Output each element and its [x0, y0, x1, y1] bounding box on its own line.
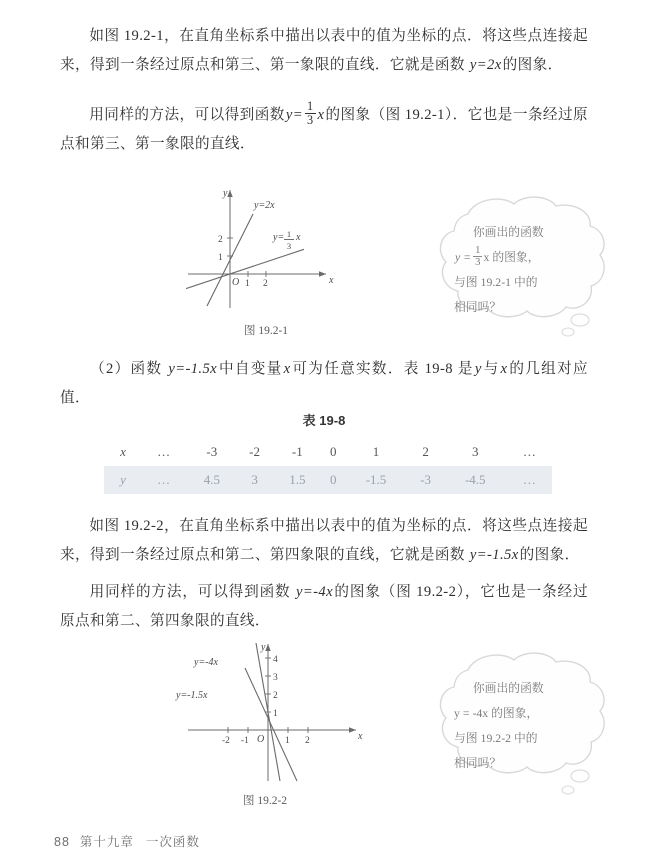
thought-bubble-1-text — [454, 220, 596, 320]
paragraph-2-text-b: 的图象（图 19.2-1）．它也是一条经过原点和第三、第一象限的直线． — [60, 107, 588, 153]
paragraph-3-formula: y=-1.5x — [168, 361, 218, 377]
figure-19-2-2-caption: 图 19.2-2 — [242, 795, 288, 807]
x-tick-label-minus1: -1 — [241, 736, 249, 746]
paragraph-3-var-x: x — [283, 361, 291, 377]
row-x-cell-3: -1 — [291, 444, 303, 459]
line-label-y-2x: y=2x — [254, 200, 275, 211]
x-axis-arrow — [319, 271, 326, 276]
row-y-cell-6: -3 — [409, 466, 443, 494]
x-tick-label-1: 1 — [245, 279, 250, 289]
x-axis-arrow — [349, 727, 356, 732]
row-y-label: y — [104, 466, 142, 494]
line-label-y-minus1-5x: y=-1.5x — [176, 690, 208, 701]
bubble-2-line-1-text: 你画出的函数 — [472, 681, 544, 695]
paragraph-4-text-a: 如图 19.2-2，在直角坐标系中描出以表中的值为坐标的点．将这些点连接起来，得到一条经过原点和第二、第四象限的直线，它就是函数 — [60, 518, 588, 563]
bubble-1-denominator: 3 — [475, 257, 481, 269]
row-x-cell-5: 1 — [372, 444, 380, 459]
paragraph-2-fraction — [305, 100, 316, 127]
x-axis-label: x — [358, 731, 363, 742]
figure-19-2-1-svg — [186, 182, 346, 310]
y-axis-arrow — [227, 190, 232, 197]
y-axis-label: y — [223, 188, 228, 199]
page-footer — [54, 832, 200, 850]
line-label-denominator: 3 — [286, 241, 292, 251]
paragraph-2-formula-var: x — [317, 107, 325, 124]
bubble-1-formula-rest: x 的图象， — [483, 250, 540, 265]
y-tick-label-1: 1 — [218, 253, 223, 263]
bubble-1-line-2 — [454, 245, 596, 270]
paragraph-4 — [60, 512, 588, 570]
origin-label: O — [257, 734, 265, 745]
thought-bubble-2-text — [454, 676, 596, 776]
table-19-8 — [104, 438, 552, 494]
paragraph-5-text-a: 用同样的方法，可以得到函数 — [89, 584, 291, 600]
bubble-2-line-4: 相同吗？ — [454, 756, 502, 770]
y-axis-label: y — [261, 642, 266, 653]
x-tick-label-minus2: -2 — [222, 736, 230, 746]
bubble-1-line-4: 相同吗？ — [454, 300, 502, 315]
bubble-1-fraction — [473, 245, 482, 269]
line-label-y-minus4x: y=-4x — [194, 657, 218, 668]
figure-19-2-1 — [186, 182, 346, 310]
row-x-cell-6: 2 — [422, 444, 429, 459]
paragraph-5 — [60, 578, 588, 636]
bubble-tail-small — [562, 328, 574, 336]
line-label-numerator: 1 — [286, 229, 292, 239]
origin-label: O — [232, 277, 240, 288]
row-x-cell-0: … — [157, 444, 172, 459]
figure-19-2-2 — [160, 638, 370, 783]
paragraph-3-var-x2: x — [500, 361, 508, 377]
line-y-equals-minus-1-5x — [245, 668, 297, 781]
row-y-cell-1: 4.5 — [186, 466, 237, 494]
row-x-cell-1: -3 — [206, 444, 218, 459]
x-axis-label: x — [329, 275, 334, 286]
x-tick-label-1: 1 — [285, 736, 290, 746]
row-y-cell-3: 1.5 — [272, 466, 323, 494]
bubble-2-line-1 — [454, 676, 596, 701]
bubble-1-formula-lhs: y = — [455, 250, 472, 265]
table-row-x — [104, 438, 552, 466]
figure-19-2-1-caption: 图 19.2-1 — [243, 325, 289, 337]
row-y-cell-5: -1.5 — [344, 466, 409, 494]
thought-bubble-2 — [428, 648, 618, 803]
line-label-variable: x — [296, 232, 301, 243]
row-y-cell-2: 3 — [237, 466, 271, 494]
y-tick-label-1: 1 — [273, 709, 278, 719]
paragraph-2-formula-lhs: y= — [285, 107, 303, 124]
y-tick-label-2: 2 — [218, 235, 223, 245]
y-tick-label-3: 3 — [273, 673, 278, 683]
row-x-label: x — [120, 444, 126, 459]
row-y-cell-8: … — [508, 466, 552, 494]
bubble-tail-small — [562, 786, 574, 794]
line-label-lhs: y= — [273, 232, 285, 243]
row-x-cell-7: 3 — [471, 444, 479, 459]
paragraph-3-text-e: 的几组对应值． — [60, 361, 588, 406]
bubble-1-line-1 — [454, 220, 596, 245]
thought-bubble-1 — [428, 192, 618, 347]
paragraph-3-text-c: 可为任意实数．表 19-8 是 — [291, 361, 474, 377]
fraction-denominator: 3 — [306, 113, 314, 128]
paragraph-2 — [60, 100, 588, 159]
paragraph-4-formula: y=-1.5x — [469, 547, 519, 563]
y-axis-arrow — [265, 644, 270, 651]
row-y-cell-7: -4.5 — [443, 466, 508, 494]
bubble-2-line-2: y = -4x 的图象， — [454, 706, 539, 720]
row-x-cell-4: 0 — [330, 444, 337, 459]
bubble-1-line-1-text: 你画出的函数 — [472, 225, 544, 239]
y-tick-label-4: 4 — [273, 655, 278, 665]
paragraph-4-text-b: 的图象． — [519, 547, 580, 563]
row-x-cell-8: … — [522, 444, 537, 459]
footer-chapter: 第十九章 — [79, 835, 134, 849]
footer-section: 一次函数 — [145, 835, 200, 849]
paragraph-1 — [60, 22, 588, 80]
paragraph-1-text-b: 的图象． — [502, 57, 563, 73]
row-y-cell-0: … — [142, 466, 186, 494]
x-tick-label-2: 2 — [305, 736, 310, 746]
paragraph-1-text-a: 如图 19.2-1，在直角坐标系中描出以表中的值为坐标的点．将这些点连接起来，得到一条经过原点和第三、第一象限的直线．它就是函数 — [60, 28, 588, 73]
footer-page-number: 88 — [54, 835, 70, 849]
paragraph-5-text-b: 的图象（图 19.2-2），它也是一条经过原点和第二、第四象限的直线． — [60, 584, 589, 629]
bubble-1-line-3: 与图 19.2-1 中的 — [454, 275, 538, 290]
table-row-y — [104, 466, 552, 494]
paragraph-2-text-a: 用同样的方法，可以得到函数 — [89, 107, 285, 124]
paragraph-3-text-d: 与 — [482, 361, 500, 377]
x-tick-label-2: 2 — [263, 279, 268, 289]
fraction-numerator: 1 — [306, 99, 314, 113]
paragraph-5-formula: y=-4x — [296, 584, 333, 600]
paragraph-1-formula: y=2x — [469, 57, 502, 73]
paragraph-3-var-y: y — [474, 361, 482, 377]
bubble-2-line-3: 与图 19.2-2 中的 — [454, 731, 538, 745]
table-title: 表 19-8 — [302, 413, 346, 428]
y-tick-label-2: 2 — [273, 691, 278, 701]
row-x-cell-2: -2 — [249, 444, 261, 459]
row-y-cell-4: 0 — [323, 466, 344, 494]
paragraph-3 — [60, 355, 588, 413]
bubble-1-numerator: 1 — [475, 245, 481, 256]
paragraph-3-text-b: 中自变量 — [218, 361, 283, 377]
paragraph-3-text-a: （2）函数 — [89, 361, 163, 377]
figure-19-2-2-svg — [160, 638, 370, 783]
